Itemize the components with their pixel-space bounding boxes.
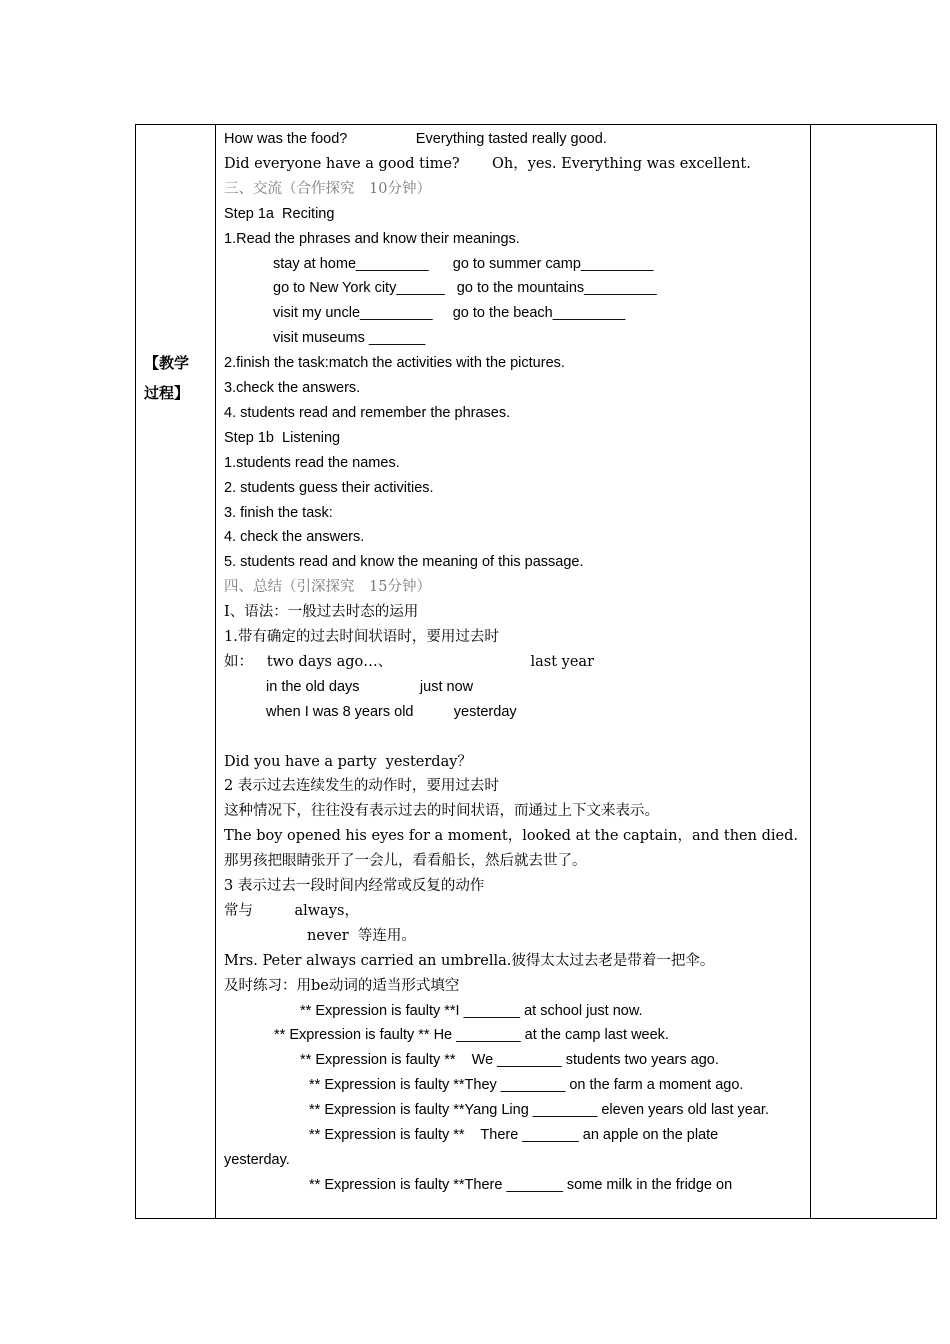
- content-line: 3 表示过去一段时间内经常或反复的动作: [224, 878, 485, 894]
- content-line: 3. finish the task:: [224, 504, 333, 521]
- content-line: 2 表示过去连续发生的动作时，要用过去时: [224, 778, 499, 795]
- content-line: when I was 8 years old yesterday: [266, 703, 517, 720]
- content-line: Step 1a Reciting: [224, 205, 335, 222]
- content-line: in the old days just now: [266, 678, 474, 695]
- content-line: stay at home_________ go to summer camp_________: [273, 255, 654, 272]
- content-line: 那男孩把眼睛张开了一会儿，看看船长，然后就去世了。: [224, 853, 587, 870]
- content-line: Did everyone have a good time? Oh，yes. Everything was excellent.: [224, 155, 751, 172]
- content-line: Step 1b Listening: [224, 429, 341, 446]
- content-line: visit museums _______: [273, 330, 426, 347]
- content-line: 1.带有确定的过去时间状语时，要用过去时: [224, 629, 499, 645]
- content-line: 4. students read and remember the phrases.: [224, 404, 511, 421]
- content-line: 如： two days ago…、 last year: [224, 653, 595, 670]
- content-line: 及时练习：用be动词的适当形式填空: [224, 977, 460, 994]
- content-line: ** Expression is faulty **I _______ at school just now.: [300, 1002, 643, 1019]
- content-line: ** Expression is faulty **There _______ some milk in the fridge on: [309, 1176, 733, 1193]
- content-line: go to New York city______ go to the mountains_________: [273, 280, 657, 297]
- content-line: The boy opened his eyes for a moment，looked at the captain，and then died.: [224, 828, 798, 845]
- column-divider-right: [810, 125, 811, 1218]
- content-line: yesterday.: [224, 1151, 290, 1168]
- content-line: ** Expression is faulty **Yang Ling ________ eleven years old last year.: [309, 1102, 769, 1119]
- content-line: How was the food? Everything tasted really good.: [224, 131, 607, 147]
- content-line: 2.finish the task:match the activities with the pictures.: [224, 355, 565, 372]
- content-line: 3.check the answers.: [224, 380, 361, 396]
- content-line: ** Expression is faulty ** He ________ at the camp last week.: [274, 1027, 669, 1044]
- content-line: visit my uncle_________ go to the beach_________: [273, 305, 626, 322]
- content-line: 这种情况下，往往没有表示过去的时间状语，而通过上下文来表示。: [224, 803, 659, 820]
- content-line: 常与 always，: [224, 902, 359, 919]
- content-line: never 等连用。: [307, 927, 416, 944]
- content-line: Did you have a party yesterday？: [224, 753, 472, 770]
- content-line: 1.Read the phrases and know their meanings.: [224, 230, 520, 247]
- content-line: 1.students read the names.: [224, 454, 400, 471]
- content-line: I、语法：一般过去时态的运用: [224, 604, 419, 621]
- row-label-line2: 过程】: [144, 385, 190, 402]
- content-line: ** Expression is faulty **They ________ on the farm a moment ago.: [309, 1077, 744, 1094]
- column-divider-left: [215, 125, 216, 1218]
- row-label: [144, 349, 204, 409]
- content-line: 三、交流（合作探究 10分钟）: [224, 180, 431, 197]
- content-line: 5. students read and know the meaning of this passage.: [224, 554, 584, 571]
- lesson-table: [135, 124, 937, 1219]
- content-line: 四、总结（引深探究 15分钟）: [224, 579, 431, 596]
- row-label-line1: 【教学: [144, 355, 190, 372]
- content-line: ** Expression is faulty ** We ________ students two years ago.: [300, 1052, 719, 1069]
- content-line: Mrs. Peter always carried an umbrella.彼得太太过去老是带着一把伞。: [224, 952, 715, 969]
- content-line: 2. students guess their activities.: [224, 479, 434, 496]
- content-line: ** Expression is faulty ** There _______ an apple on the plate: [309, 1127, 719, 1143]
- content-line: 4. check the answers.: [224, 529, 365, 546]
